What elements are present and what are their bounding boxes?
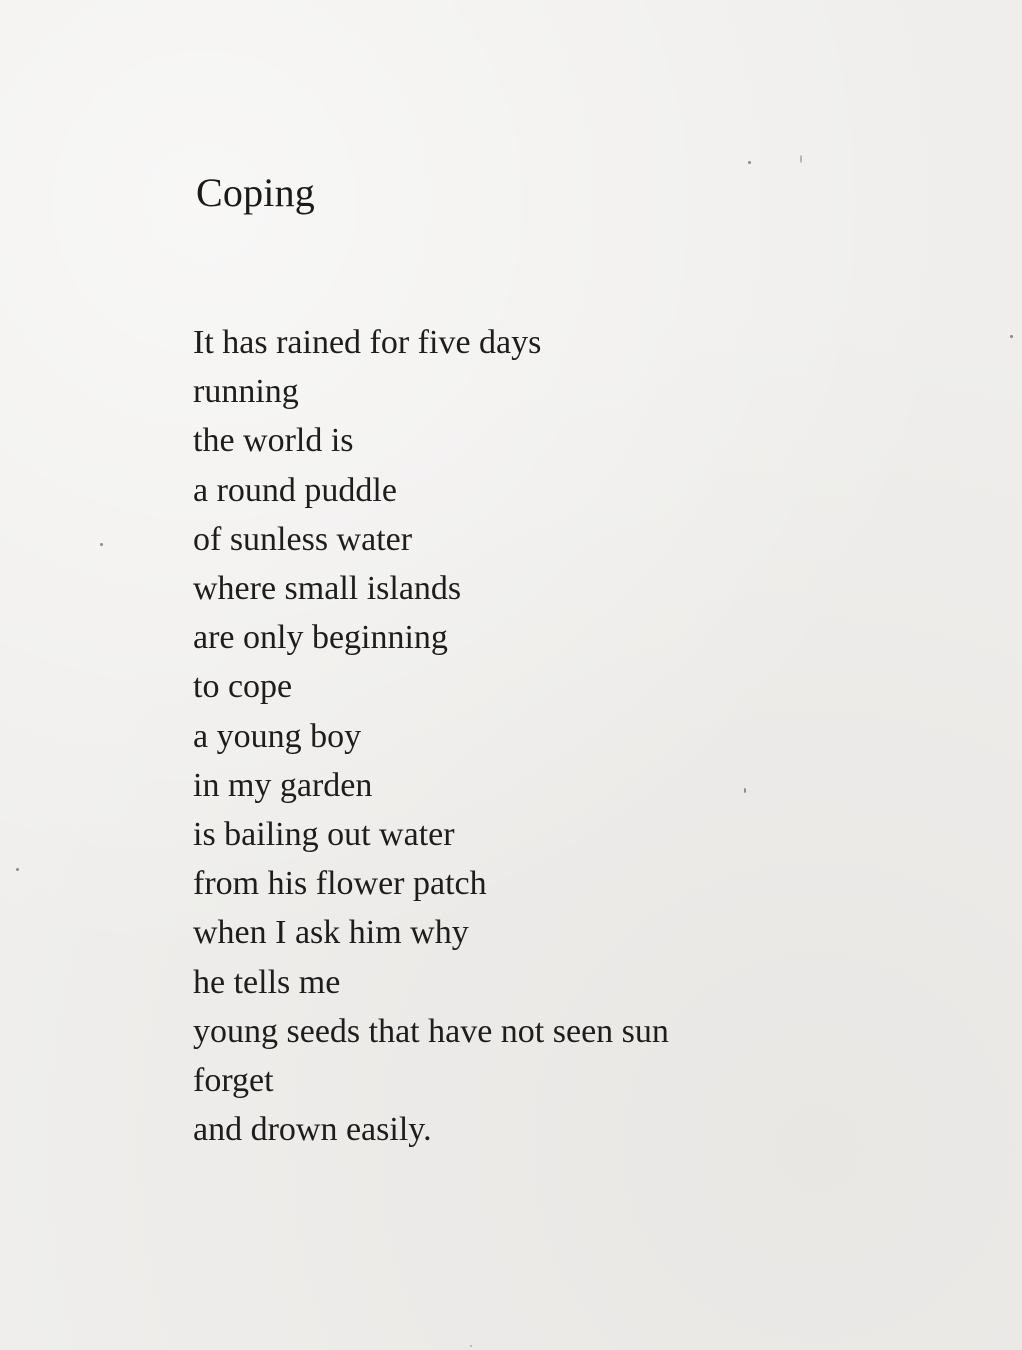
- poem-body: [193, 318, 669, 1154]
- poem-line: to cope: [193, 668, 293, 706]
- poem-line: a round puddle: [193, 471, 397, 509]
- paper-speck: [16, 868, 19, 871]
- poem-line: forget: [193, 1062, 274, 1100]
- poem-title: Coping: [196, 170, 315, 215]
- poem-line: and drown easily.: [193, 1111, 432, 1149]
- poem-line: when I ask him why: [193, 914, 469, 952]
- paper-speck: [100, 543, 103, 546]
- paper-speck: [748, 161, 751, 164]
- poem-line: It has rained for five days: [193, 324, 542, 361]
- poem-line: is bailing out water: [193, 816, 455, 854]
- paper-speck: [744, 788, 746, 793]
- poem-line: running: [193, 373, 299, 411]
- poem-line: a young boy: [193, 717, 362, 755]
- poem-line: of sunless water: [193, 520, 413, 558]
- paper-speck: [1010, 335, 1013, 338]
- poem-line: young seeds that have not seen sun: [193, 1012, 669, 1050]
- poem-line: he tells me: [193, 963, 341, 1001]
- poem-line: where small islands: [193, 570, 462, 608]
- poem-line: are only beginning: [193, 619, 448, 657]
- poem-line: the world is: [193, 422, 354, 460]
- paper-speck: [470, 1345, 472, 1347]
- paper-speck: [800, 155, 802, 163]
- poem-line: in my garden: [193, 766, 373, 804]
- poem-line: from his flower patch: [193, 865, 487, 903]
